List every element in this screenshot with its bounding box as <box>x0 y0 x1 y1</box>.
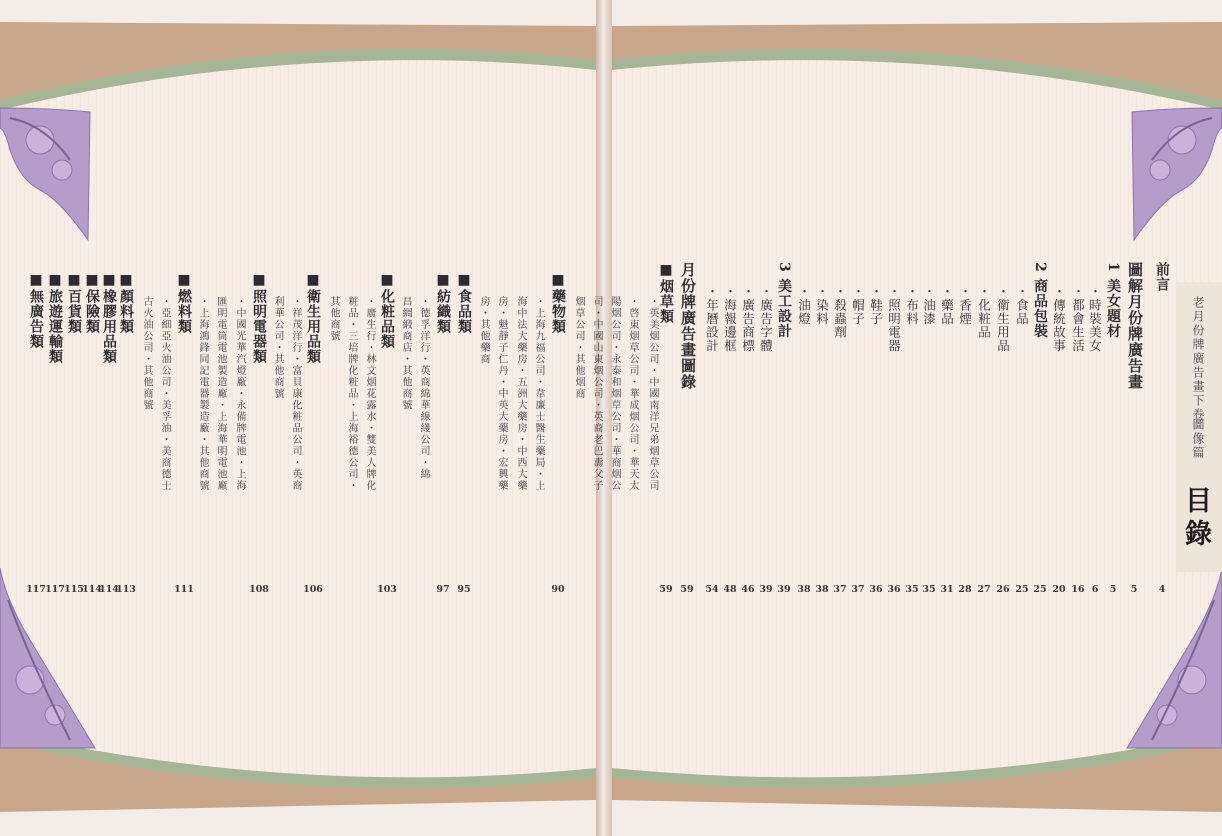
toc-page-number: 35 <box>905 584 919 595</box>
toc-entry: ・鞋子 <box>868 285 884 326</box>
toc-entry: 2 商品包裝 <box>1032 262 1048 339</box>
toc-entry: ・亞細亞火油公司・美孚油・美商德士 <box>159 296 170 492</box>
toc-entry: ■照明電器類 <box>251 272 267 364</box>
toc-page-number: 26 <box>996 584 1010 595</box>
toc-page-number: 103 <box>377 584 397 595</box>
toc-entry: 利華公司・其他商號 <box>272 296 283 400</box>
toc-page-number: 36 <box>887 584 901 595</box>
toc-entry: ・啓東烟草公司・華成烟公司・華天太 <box>627 296 638 492</box>
toc-entry: ・布料 <box>904 285 920 326</box>
book-title: 老月份牌廣告畫下卷 <box>1191 296 1205 422</box>
toc-entry: ■顏料類 <box>118 272 134 334</box>
toc-entry: 月份牌廣告畫圖錄 <box>679 262 697 390</box>
toc-entry: 烟草公司・其他烟商 <box>573 296 584 400</box>
toc-page-number: 113 <box>116 584 136 595</box>
toc-entry: ■紡織類 <box>435 272 451 334</box>
toc-entry: ・染料 <box>814 285 830 326</box>
toc-entry: 房・魁靜子仁丹・中英大藥房・宏興藥 <box>496 296 507 492</box>
toc-entry: ・廣告商標 <box>740 285 756 353</box>
toc-entry: ■無廣告類 <box>28 272 44 349</box>
toc-page-number: 117 <box>26 584 46 595</box>
toc-page-number: 5 <box>1130 584 1138 595</box>
toc-entry: ■烟草類 <box>658 262 674 324</box>
toc-title: 目錄 <box>1180 486 1211 552</box>
toc-entry: ■燃料類 <box>176 272 192 334</box>
toc-entry: ■衛生用品類 <box>305 272 321 364</box>
toc-page-number: 5 <box>1109 584 1117 595</box>
toc-page-number: 28 <box>958 584 972 595</box>
toc-page-number: 39 <box>759 584 773 595</box>
toc-entry: ・年曆設計 <box>704 285 720 353</box>
toc-entry: ・祥茂洋行・富貝康化粧品公司・英商 <box>290 296 301 492</box>
toc-entry: 陽烟公司・永泰和烟草公司・華商烟公 <box>609 296 620 492</box>
toc-page-number: 97 <box>436 584 450 595</box>
toc-entry: ・廣告字體 <box>758 285 774 353</box>
toc-entry: 3 美工設計 <box>776 262 792 339</box>
toc-entry: ■食品類 <box>456 272 472 334</box>
toc-entry: 粧品・三培牌化粧品・上海裕德公司・ <box>346 296 357 492</box>
right-page-panel <box>612 60 1222 777</box>
toc-entry: 其他商號 <box>328 296 339 342</box>
toc-page-number: 25 <box>1015 584 1029 595</box>
toc-page-number: 48 <box>723 584 737 595</box>
toc-entry: ・殺蟲劑 <box>832 285 848 339</box>
toc-entry: ・化粧品 <box>976 285 992 339</box>
toc-entry: ・傳統故事 <box>1051 285 1067 353</box>
toc-entry: ・英美烟公司・中國南洋兄弟烟草公司 <box>647 296 658 492</box>
toc-page-number: 95 <box>457 584 471 595</box>
toc-page-number: 59 <box>659 584 673 595</box>
toc-entry: 匯明電筒電池製造廠・上海華明電池廠 <box>215 296 226 492</box>
toc-entry: 昌綢緞商店・其他商號 <box>400 296 411 411</box>
toc-page-number: 115 <box>64 584 84 595</box>
toc-entry: ・帽子 <box>850 285 866 326</box>
toc-entry: ■保險類 <box>84 272 100 334</box>
toc-page-number: 46 <box>741 584 755 595</box>
toc-page-number: 59 <box>680 584 694 595</box>
volume-label: 圖像篇 <box>1191 418 1205 460</box>
toc-entry: ・油燈 <box>796 285 812 326</box>
toc-page-number: 106 <box>303 584 323 595</box>
toc-page-number: 90 <box>551 584 565 595</box>
toc-entry: 圖解月份牌廣告畫 <box>1126 262 1144 390</box>
toc-page-number: 37 <box>851 584 865 595</box>
toc-entry: 前言 <box>1154 262 1170 292</box>
toc-page-number: 27 <box>977 584 991 595</box>
toc-entry: ・時裝美女 <box>1087 285 1103 353</box>
toc-page-number: 31 <box>940 584 954 595</box>
toc-entry: ・藥品 <box>939 285 955 326</box>
toc-page-number: 39 <box>777 584 791 595</box>
toc-entry: ・食品 <box>1014 285 1030 326</box>
toc-entry: ・上海九福公司・韋廉士醫生藥局・上 <box>533 296 544 492</box>
toc-page-number: 117 <box>45 584 65 595</box>
toc-page-number: 36 <box>869 584 883 595</box>
toc-entry: 古火油公司・其他商號 <box>141 296 152 411</box>
toc-entry: ■百貨類 <box>66 272 82 334</box>
toc-entry: ■旅遊運輸類 <box>47 272 63 364</box>
toc-entry: ・德孚洋行・英商綿華線綫公司・綿 <box>418 296 429 480</box>
toc-entry: ・都會生活 <box>1070 285 1086 353</box>
toc-entry: ・香煙 <box>957 285 973 326</box>
toc-page-number: 38 <box>815 584 829 595</box>
toc-page-number: 114 <box>82 584 102 595</box>
toc-page-number: 25 <box>1033 584 1047 595</box>
toc-entry: ・油漆 <box>921 285 937 326</box>
toc-entry: ・中國光華汽燈廠・永備牌電池・上海 <box>234 296 245 492</box>
toc-entry: 海中法大藥房・五洲大藥房・中西大藥 <box>515 296 526 492</box>
toc-entry: 房・其他藥商 <box>478 296 489 365</box>
toc-entry: 司・中國山東烟公司・英商老巴夀父子 <box>591 296 602 492</box>
toc-page-number: 108 <box>249 584 269 595</box>
toc-entry: ・海報邊框 <box>722 285 738 353</box>
toc-page-number: 111 <box>174 584 194 595</box>
toc-page-number: 37 <box>833 584 847 595</box>
toc-page-number: 16 <box>1071 584 1085 595</box>
toc-entry: ・上海鴻鋒同記電器製造廠・其他商號 <box>197 296 208 492</box>
toc-page-number: 4 <box>1158 584 1166 595</box>
toc-page-number: 114 <box>99 584 119 595</box>
toc-page-number: 6 <box>1091 584 1099 595</box>
toc-page-number: 38 <box>797 584 811 595</box>
toc-entry: ■橡膠用品類 <box>101 272 117 364</box>
toc-page-number: 54 <box>705 584 719 595</box>
toc-page-number: 20 <box>1052 584 1066 595</box>
toc-entry: ■化粧品類 <box>379 272 395 349</box>
toc-entry: ・照明電器 <box>886 285 902 353</box>
toc-page-number: 35 <box>922 584 936 595</box>
toc-entry: 1 美女題材 <box>1105 262 1121 339</box>
toc-entry: ■藥物類 <box>550 272 566 334</box>
toc-entry: ・衛生用品 <box>995 285 1011 353</box>
toc-entry: ・廣生行・林文烟花露水・雙美人牌化 <box>364 296 375 492</box>
